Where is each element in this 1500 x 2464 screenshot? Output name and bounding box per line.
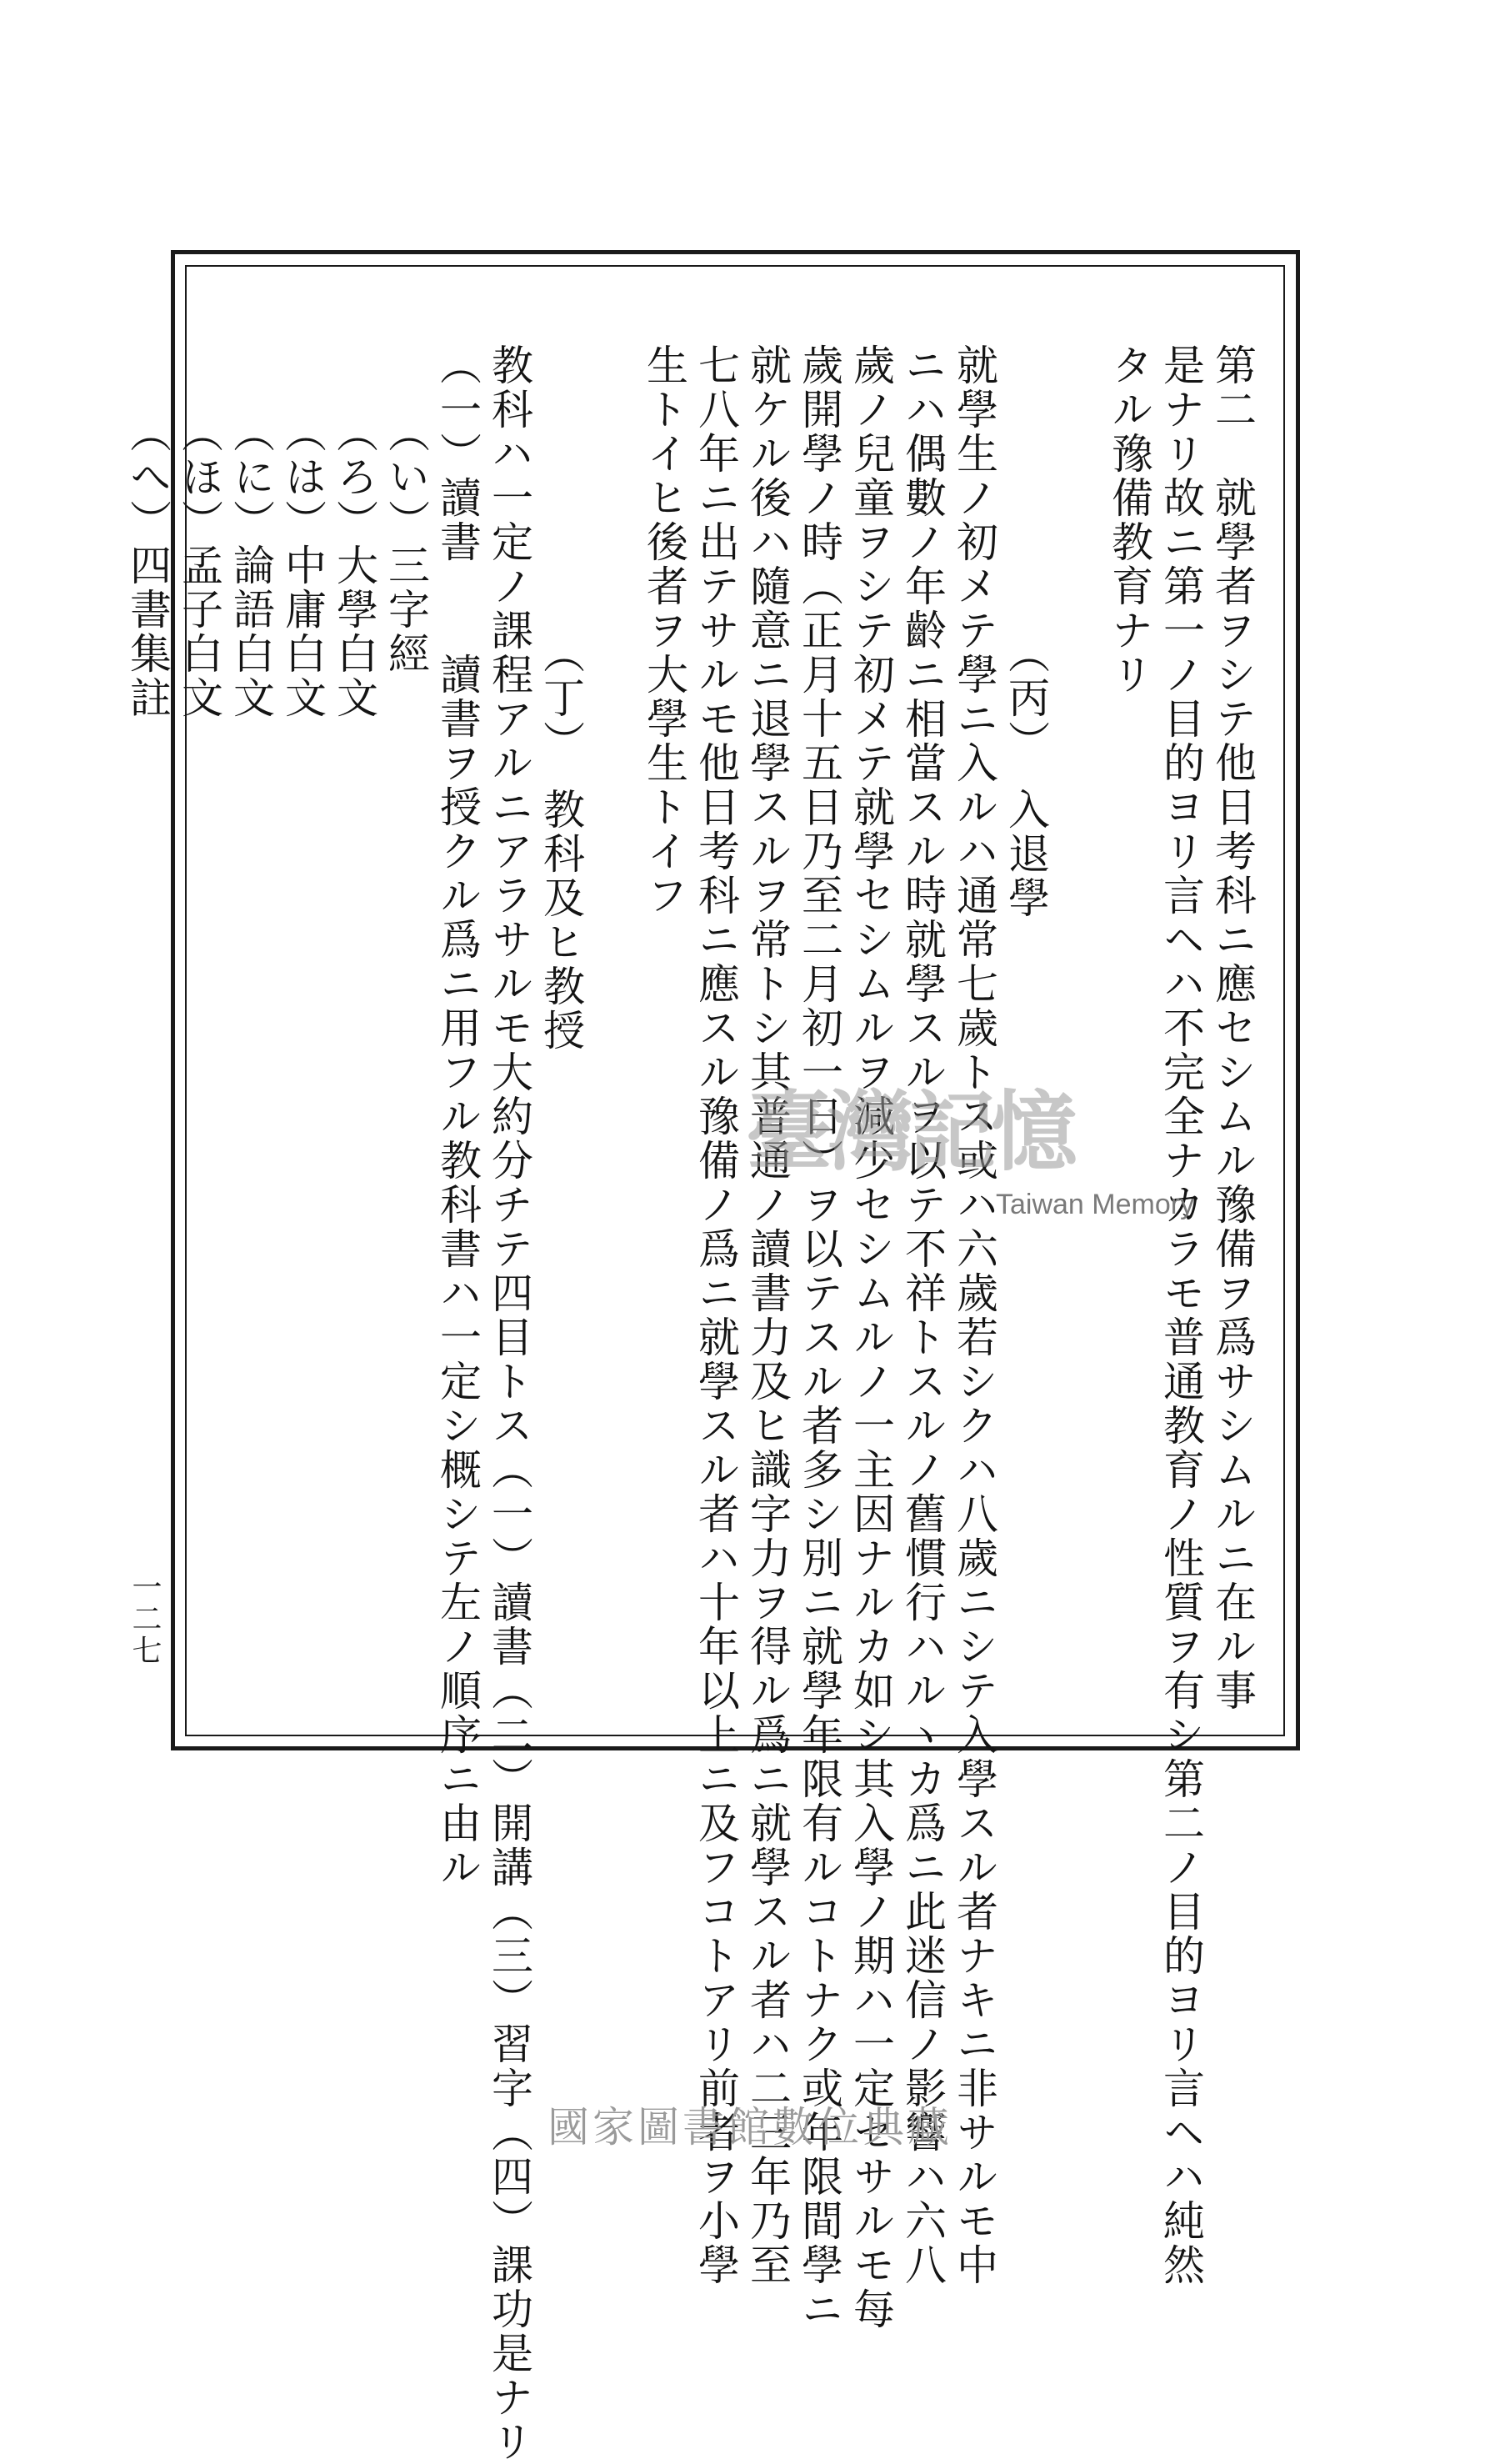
text-column: （ろ）大學白文	[330, 343, 378, 720]
text-column: （丁） 教科及ヒ教授	[537, 343, 585, 1053]
watermark	[746, 1080, 1212, 1220]
watermark-logo: 臺灣記憶	[746, 1080, 1073, 1183]
text-column: 就學生ノ初メテ學ニ入ルハ通常七歲トス或ハ六歲若シクハ八歲ニシテ入學スル者ナキニ非サルモ中	[950, 343, 998, 2287]
text-column: ニハ偶數ノ年齡ニ相當スル時就學スルヲ以テ不祥トスルノ舊慣行ハルヽカ爲ニ此迷信ノ影響ハ六八	[898, 343, 947, 2287]
text-column: （へ）四書集註	[123, 343, 172, 720]
text-column: （一）讀書 讀書ヲ授クル爲ニ用フル教科書ハ一定シ概シテ左ノ順序ニ由ル	[433, 343, 482, 1890]
text-column: 教科ハ一定ノ課程アルニアラサルモ大約分チテ四目トス（一）讀書（二）開講（三）習字（四）課功是ナリ	[485, 343, 533, 2464]
text-column: 七八年ニ出テサルモ他日考科ニ應スル豫備ノ爲ニ就學スル者ハ十年以上ニ及フコトアリ前者ヲ小學	[692, 343, 740, 2287]
footer-credit: 國家圖書館數位典藏	[548, 2103, 952, 2151]
text-column: タル豫備教育ナリ	[1105, 343, 1153, 697]
text-column: （ほ）孟子白文	[175, 343, 223, 720]
text-column: （に）論語白文	[227, 343, 275, 720]
text-column: 是ナリ故ニ第一ノ目的ヨリ言ヘハ不完全ナカラモ普通教育ノ性質ヲ有シ第二ノ目的ヨリ言ヘハ純然	[1157, 343, 1205, 2287]
text-column: （は）中庸白文	[278, 343, 327, 720]
text-column: 生トイヒ後者ヲ大學生トイフ	[640, 343, 688, 918]
text-column: 歲開學ノ時（正月十五日乃至二月初一日）ヲ以テスル者多シ別ニ就學年限有ルコトナク或年限間學ニ	[795, 343, 843, 2331]
page-number: 一二七	[128, 1571, 162, 1666]
text-column: 歲ノ兒童ヲシテ初メテ就學セシムルヲ減少セシムルノ一主因ナルカ如シ其入學ノ期ハ一定セサルモ每	[847, 343, 895, 2331]
watermark-subtitle: Taiwan Memory	[996, 1189, 1195, 1220]
text-column: 第二 就學者ヲシテ他日考科ニ應セシムル豫備ヲ爲サシムルニ在ル事	[1208, 343, 1257, 1713]
text-column: 就ケル後ハ隨意ニ退學スルヲ常トシ其普通ノ讀書力及ヒ識字力ヲ得ル爲ニ就學スル者ハ二三年乃至	[743, 343, 792, 2287]
text-column: （い）三字經	[382, 343, 430, 676]
text-column: （丙） 入退學	[1002, 343, 1050, 920]
